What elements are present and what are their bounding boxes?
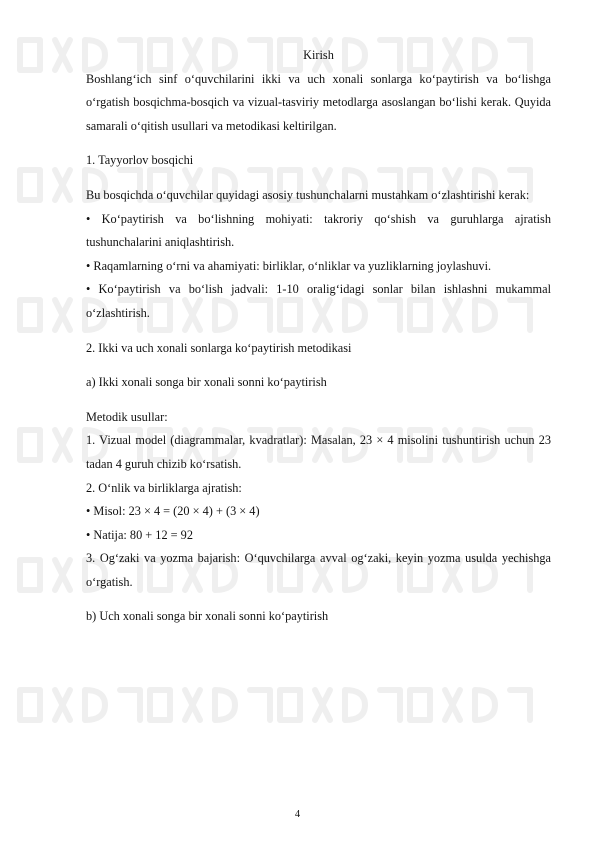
method-item: 2. O‘nlik va birliklarga ajratish: [86,480,242,495]
methods-label: Metodik usullar: [86,409,168,424]
section-1-heading: 1. Tayyorlov bosqichi [86,153,194,168]
page-number: 4 [294,809,301,820]
example-item: • Misol: 23 × 4 = (20 × 4) + (3 × 4) [86,504,260,519]
spacer [86,138,551,149]
section-1-paragraph: Bu bosqichda o‘quvchilar quyidagi asosiy tushunchalarni mustahkam o‘zlashtirishi kerak: [86,187,530,202]
spacer [86,360,551,371]
example-item: • Natija: 80 + 12 = 92 [86,527,193,542]
section-2-heading: 2. Ikki va uch xonali sonlarga ko‘paytirish metodikasi [86,340,352,355]
spacer [86,326,551,337]
bullet-item: • Raqamlarning o‘rni va ahamiyati: birliklar, o‘nliklar va yuzliklarning joylashuvi. [86,258,492,273]
subsection-a-heading: a) Ikki xonali songa bir xonali sonni ko‘paytirish [86,375,327,390]
page-title: Kirish [303,48,334,62]
method-item: 1. Vizual model (diagrammalar, kvadratlar): Masalan, 23 × 4 misolini tushuntirish uchun 23 tadan 4 guruh chizib ko‘rsatish. [86,433,551,471]
spacer [86,173,551,184]
bullet-item: • Ko‘paytirish va bo‘lishning mohiyati: takroriy qo‘shish va guruhlarga ajratish tushunchalarini aniqlashtirish. [86,211,551,250]
spacer [86,594,551,605]
bullet-item: • Ko‘paytirish va bo‘lish jadvali: 1-10 oralig‘idagi sonlar bilan ishlashni mukammal o‘zlashtirish. [86,282,551,320]
method-item: 3. Og‘zaki va yozma bajarish: O‘quvchilarga avval og‘zaki, keyin yozma usulda yechishga o‘rgatish. [86,551,551,589]
subsection-b-heading: b) Uch xonali songa bir xonali sonni ko‘paytirish [86,609,329,624]
spacer [86,395,551,406]
intro-paragraph: Boshlang‘ich sinf o‘quvchilarini ikki va uch xonali sonlarga ko‘paytirish va bo‘lishga o‘rgatish bosqichma-bosqich va vizual-tasviriy metodlarga asoslangan bo‘lishi kerak. Quyida samarali o‘qitish usullari va metodikasi keltirilgan. [86,71,551,133]
document-body [86,44,551,629]
